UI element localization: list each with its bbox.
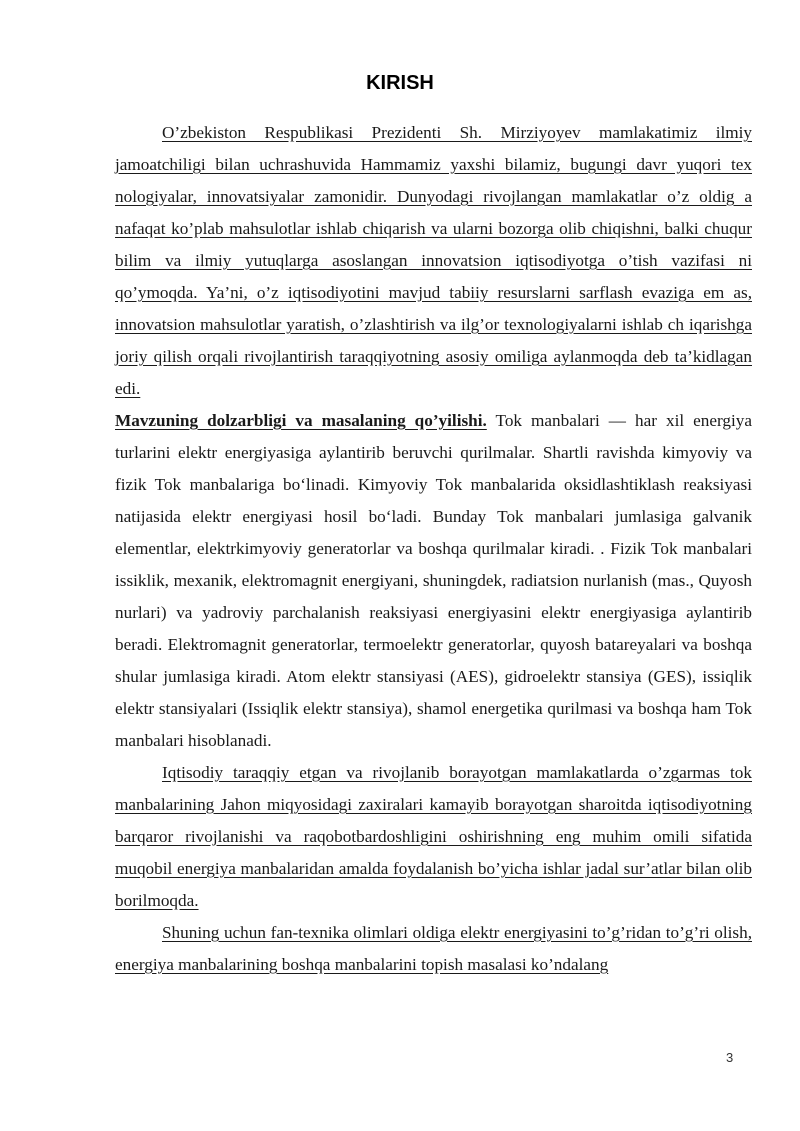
relevance-paragraph [115, 405, 752, 757]
relevance-text: Tok manbalari — har xil energiya turlarini elektr energiyasiga aylantirib beruvchi qurilmalar. Shartli ravishda kimyoviy va fizik Tok manbalariga boʻlinadi. Kimyoviy Tok manbalarida oksidlashtiklash reaksiyasi natijasida elektr energiyasi hosil boʻladi. Bunday Tok manbalari jumlasiga galvanik elementlar, elektrkimyoviy generatorlar va boshqa qurilmalar kiradi. . Fizik Tok manbalari issiklik, mexanik, elektromagnit energiyani, shuningdek, radiatsion nurlanish (mas., Quyosh nurlari) va yadroviy parchalanish reaksiyasi energiyasini elektr energiyasiga aylantirib beradi. Elektromagnit generatorlar, termoelektr generatorlar, quyosh batareyalari va boshqa shular jumlasiga kiradi. Atom elektr stansiyasi (AES), gidroelektr stansiya (GES), issiqlik elektr stansiyalari (Issiqlik elektr stansiya), shamol energetika qurilmasi va boshqa ham Tok manbalari hisoblanadi. [115, 411, 752, 750]
page-number: 3 [726, 1050, 734, 1065]
page-title: KIRISH [366, 72, 434, 94]
document-body [115, 117, 752, 981]
intro-paragraph: O’zbekiston Respublikasi Prezidenti Sh. Mirziyoyev mamlakatimiz ilmiy jamoatchiligi bilan uchrashuvida Hammamiz yaxshi bilamiz, bugungi davr yuqori tex nologiyalar, innovatsiyalar zamonidir. Dunyodagi rivojlangan mamlakatlar o’z oldig a nafaqat ko’plab mahsulotlar ishlab chiqarish va ularni bozorga olib chiqishni, balki chuqur bilim va ilmiy yutuqlarga asoslangan innovatsion iqtisodiyotga o’tish vazifasi ni qo’ymoqda. Ya’ni, o’z iqtisodiyotini mavjud tabiiy resurslarni sarflash evaziga em as, innovatsion mahsulotlar yaratish, o’zlashtirish va ilg’or texnologiyalarni ishlab ch iqarishga joriy qilish orqali rivojlantirish taraqqiyotning asosiy omiliga aylanmoqda deb ta’kidlagan edi. [115, 123, 752, 398]
economy-paragraph: Iqtisodiy taraqqiy etgan va rivojlanib borayotgan mamlakatlarda o’zgarmas tok manbalarining Jahon miqyosidagi zaxiralari kamayib borayotgan sharoitda iqtisodiyotning barqaror rivojlanishi va raqobotbardoshligini oshirishning eng muhim omili sifatida muqobil energiya manbalaridan amalda foydalanish bo’yicha ishlar jadal sur’atlar bilan olib borilmoqda. [115, 763, 752, 910]
section-lead: Mavzuning dolzarbligi va masalaning qo’yilishi. [115, 411, 487, 430]
science-paragraph: Shuning uchun fan-texnika olimlari oldiga elektr energiyasini to’g’ridan to’g’ri olish, energiya manbalarining boshqa manbalarini topish masalasi ko’ndalang [115, 923, 752, 974]
